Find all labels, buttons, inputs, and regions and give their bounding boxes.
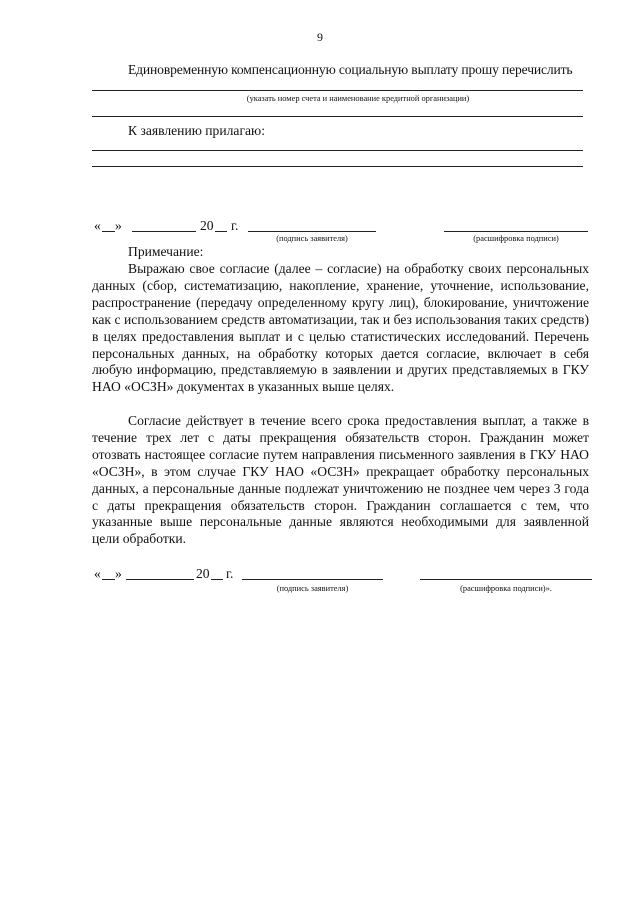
account-line	[92, 90, 583, 91]
year-blank	[215, 231, 227, 232]
attachments-line-1	[92, 150, 583, 151]
date-quote-open: «	[94, 218, 101, 233]
payment-request-text: Единовременную компенсационную социальную выплату прошу перечислить	[128, 62, 573, 77]
attachments-line-2	[92, 166, 583, 167]
date-quote-close: »	[115, 218, 122, 233]
attachments-label: К заявлению прилагаю:	[128, 123, 265, 138]
month-blank	[132, 231, 196, 232]
account-line-2	[92, 116, 583, 117]
account-caption: (указать номер счета и наименование кредитной организации)	[246, 94, 470, 103]
day-blank	[102, 231, 115, 232]
year-blank	[211, 579, 223, 580]
page-number: 9	[317, 30, 323, 44]
date-quote-open: «	[94, 566, 101, 581]
month-blank	[126, 579, 194, 580]
signature-caption: (подпись заявителя)	[276, 584, 349, 593]
signature-caption: (подпись заявителя)	[276, 234, 348, 243]
note-title: Примечание:	[128, 244, 204, 259]
year-prefix: 20	[200, 218, 214, 233]
year-suffix: г.	[231, 218, 239, 233]
decoding-line	[444, 231, 588, 232]
note-paragraph-1: Выражаю свое согласие (далее – согласие) на обработку своих персональных данных (сбор, систематизацию, накопление, хранение, уточнение, использование, распространение (передачу определенному кругу лиц), блокирование, уничтожение как с использованием средств автоматизации, так и без использования таких средств) в целях предоставления выплат и с целью статистических исследований. Перечень персональных данных, на обработку которых дается согласие, включает в себя любую информацию, представляемую в заявлении и других представляемых в ГКУ НАО «ОСЗН» документах в указанных выше целях.	[92, 261, 589, 395]
signature-line	[242, 579, 383, 580]
decoding-caption: (расшифровка подписи)».	[460, 584, 552, 593]
date-quote-close: »	[115, 566, 122, 581]
day-blank	[102, 579, 115, 580]
note-paragraph-2: Согласие действует в течение всего срока предоставления выплат, а также в течение трех лет с даты прекращения обязательств сторон. Гражданин может отозвать настоящее согласие путем направления письменного заявления в ГКУ НАО «ОСЗН», в этом случае ГКУ НАО «ОСЗН» прекращает обработку персональных данных, а персональные данные подлежат уничтожению не позднее чем через 3 года с даты прекращения обязательств сторон. Гражданин соглашается с тем, что указанные выше персональные данные являются необходимыми для заявленной цели обработки.	[92, 413, 589, 547]
signature-line	[248, 231, 376, 232]
year-suffix: г.	[226, 566, 234, 581]
decoding-line	[420, 579, 592, 580]
year-prefix: 20	[196, 566, 210, 581]
decoding-caption: (расшифровка подписи)	[473, 234, 559, 243]
